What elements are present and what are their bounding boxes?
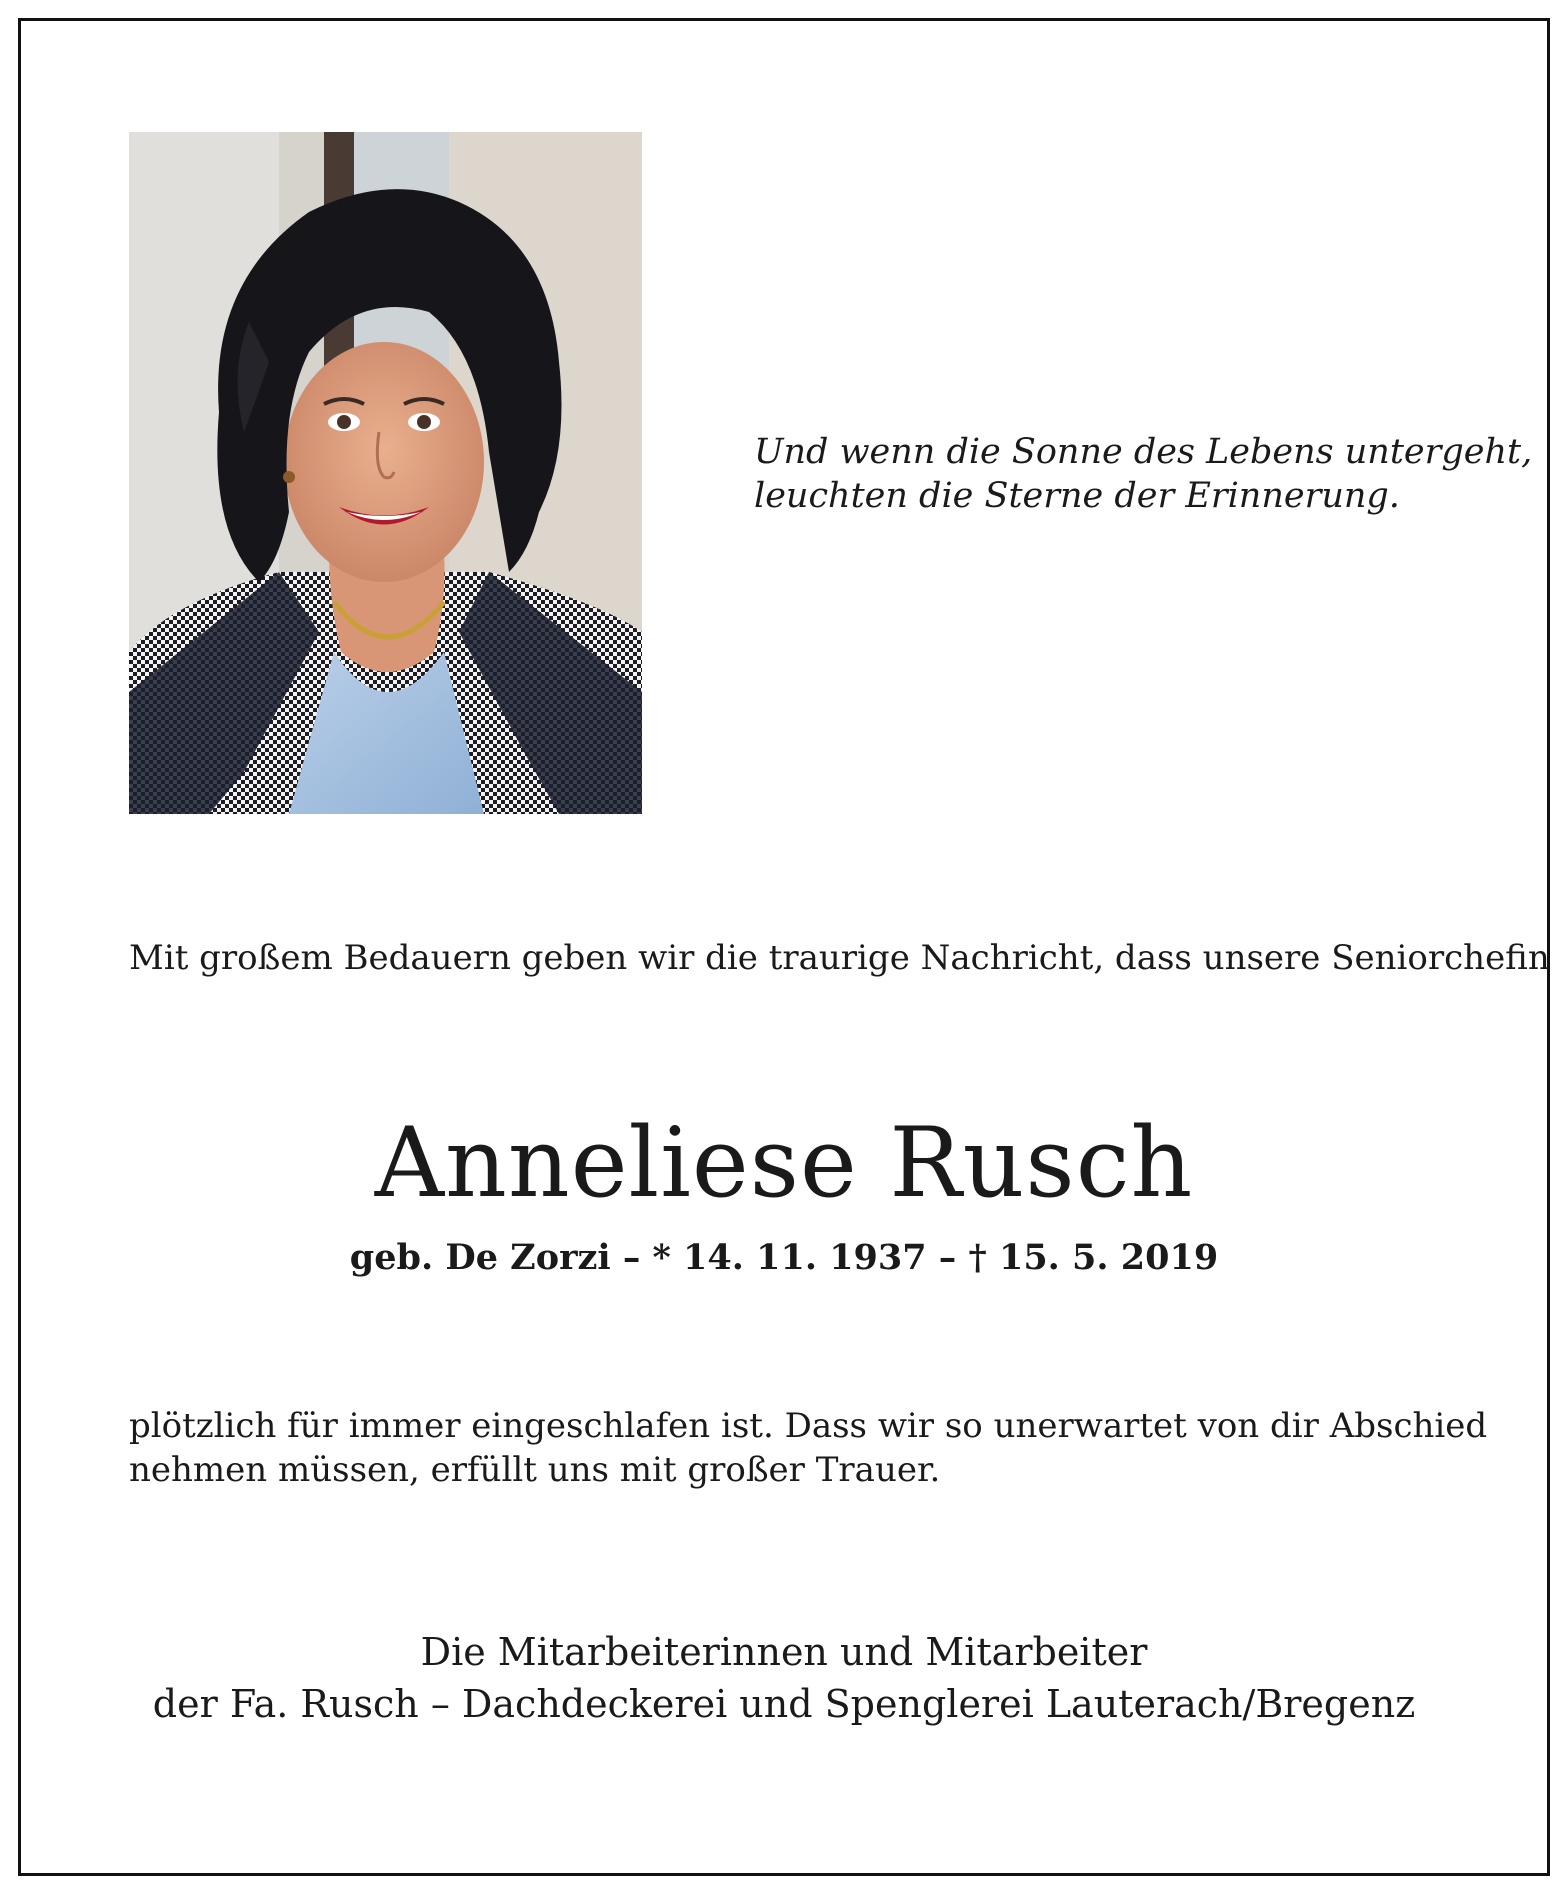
deceased-name: Anneliese Rusch xyxy=(374,1107,1194,1219)
signature-line-1: Die Mitarbeiterinnen und Mitarbeiter xyxy=(420,1630,1148,1674)
signature-block xyxy=(0,1626,1568,1730)
intro-text: Mit großem Bedauern geben wir die traurige Nachricht, dass unsere Seniorchefin xyxy=(129,938,1550,978)
portrait-photo xyxy=(129,132,642,814)
quote-line-2: leuchten die Sterne der Erinnerung. xyxy=(754,476,1400,516)
body-line-2: nehmen müssen, erfüllt uns mit großer Trauer. xyxy=(129,1450,941,1490)
quote-line-1: Und wenn die Sonne des Lebens untergeht, xyxy=(754,432,1533,472)
body-text xyxy=(129,1404,1488,1492)
birth-death-dates: geb. De Zorzi – * 14. 11. 1937 – † 15. 5. 2019 xyxy=(349,1237,1219,1278)
memorial-quote xyxy=(754,430,1533,518)
body-line-1: plötzlich für immer eingeschlafen ist. Dass wir so unerwartet von dir Abschied xyxy=(129,1406,1488,1446)
signature-line-2: der Fa. Rusch – Dachdeckerei und Spenglerei Lauterach/Bregenz xyxy=(152,1682,1416,1726)
